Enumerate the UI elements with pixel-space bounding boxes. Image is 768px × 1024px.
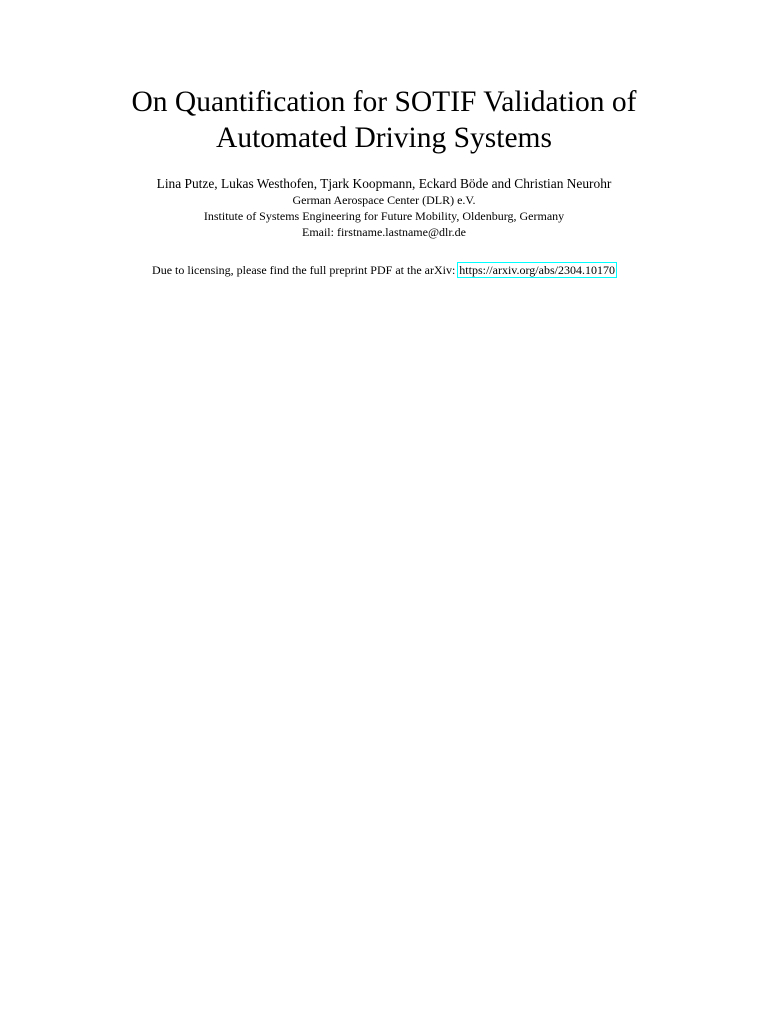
- arxiv-link[interactable]: https://arxiv.org/abs/2304.10170: [459, 263, 615, 277]
- title-line-1: On Quantification for SOTIF Validation of: [131, 86, 637, 118]
- licensing-note-text: Due to licensing, please find the full preprint PDF at the arXiv:: [152, 263, 459, 277]
- author-list: Lina Putze, Lukas Westhofen, Tjark Koopmann, Eckard Böde and Christian Neurohr: [156, 176, 612, 191]
- affiliation-institute: Institute of Systems Engineering for Future Mobility, Oldenburg, Germany: [203, 209, 565, 223]
- licensing-note: [0, 261, 768, 279]
- title-line-2: Automated Driving Systems: [216, 122, 552, 154]
- paper-title: [0, 84, 768, 156]
- affiliation-organization: German Aerospace Center (DLR) e.V.: [292, 193, 476, 207]
- contact-email: Email: firstname.lastname@dlr.de: [301, 225, 466, 239]
